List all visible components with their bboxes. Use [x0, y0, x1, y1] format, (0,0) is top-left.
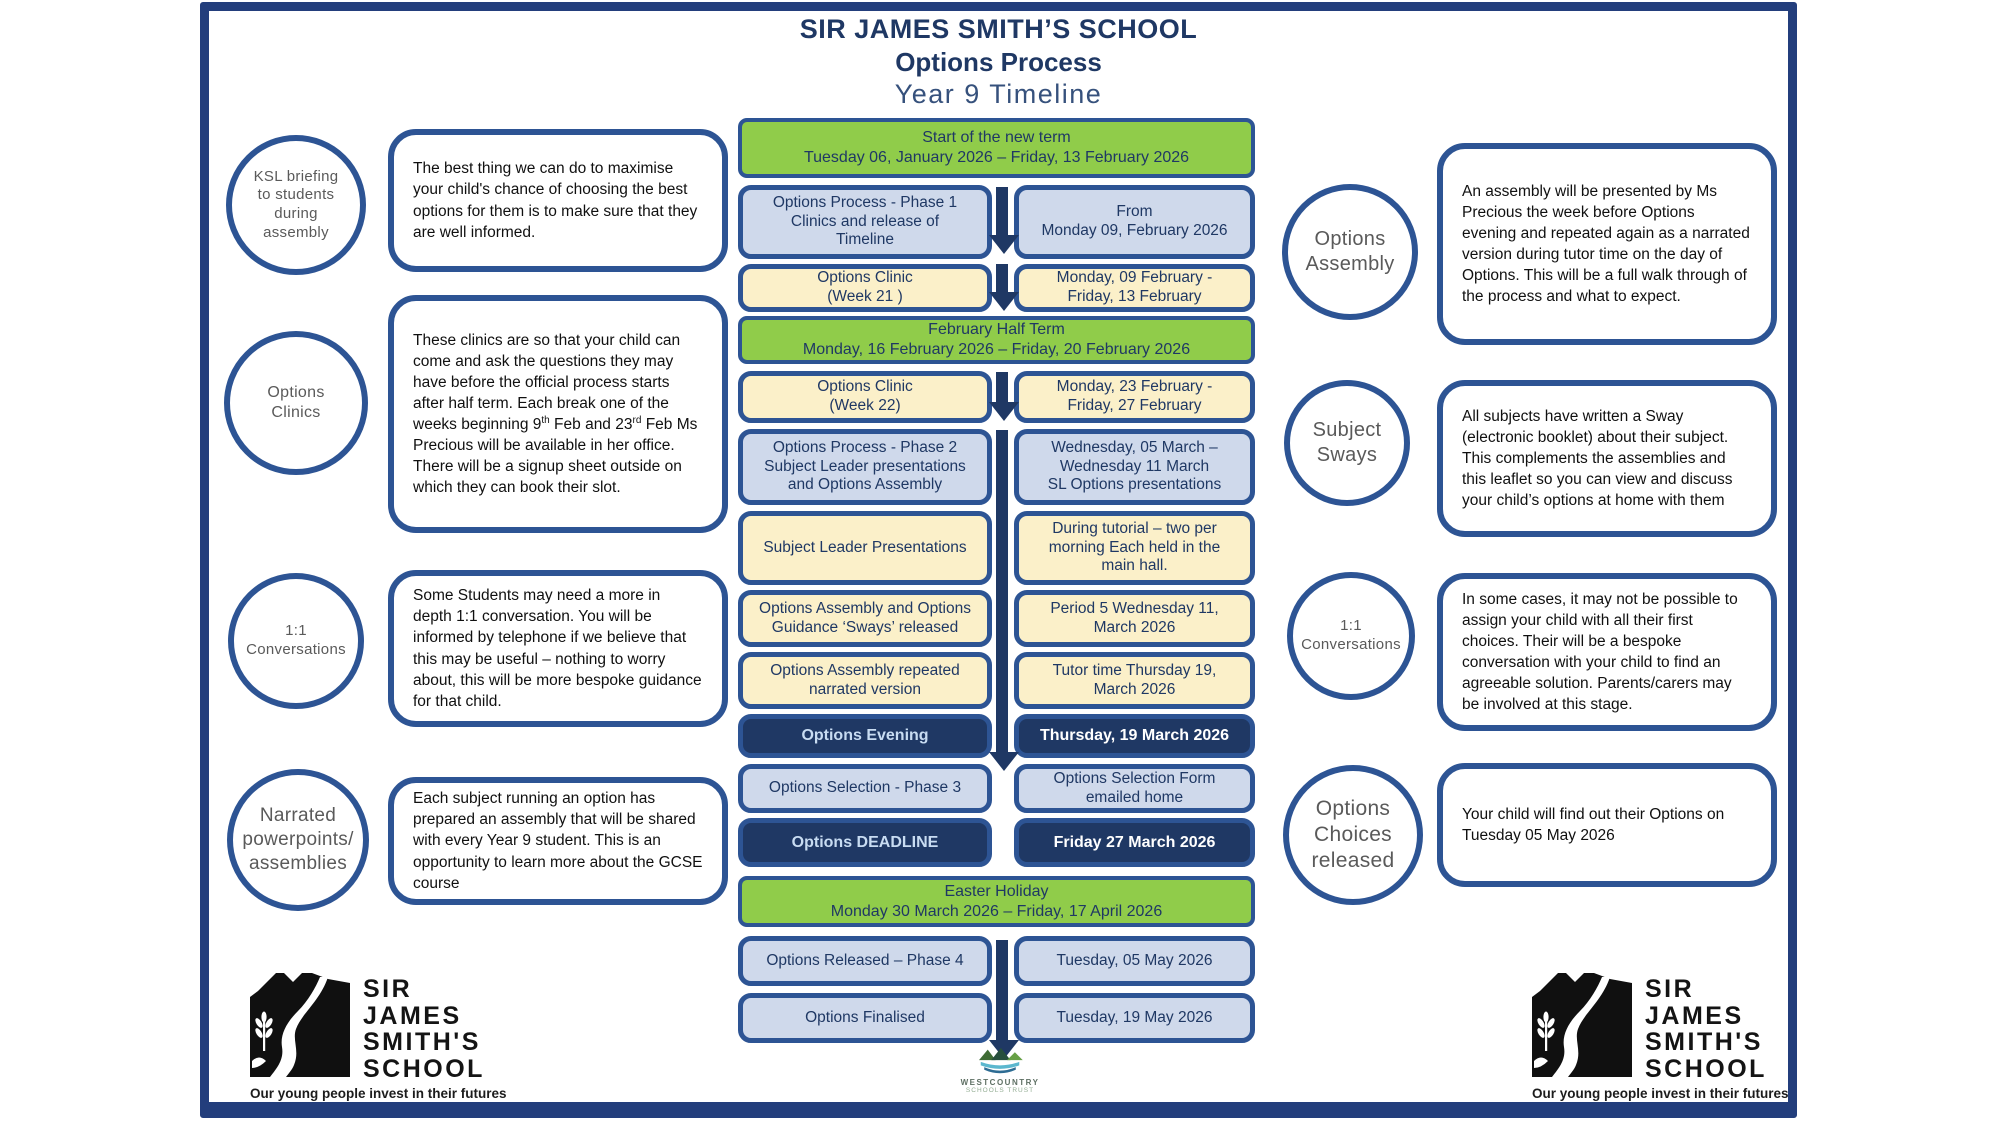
timeline-date — [1014, 652, 1255, 709]
logo-text-line: SMITH'S — [363, 1028, 481, 1056]
school-logo-wordmark — [363, 973, 485, 1082]
feature-circle-label: Narrated powerpoints/ assemblies — [242, 805, 354, 874]
subtitle-heading: Options Process — [895, 47, 1102, 77]
timeline-date — [1014, 936, 1255, 986]
down-arrow-icon — [989, 752, 1019, 771]
timeline-date-line: Monday 09, February 2026 — [1041, 222, 1228, 239]
feature-circle-label: KSL briefing to students during assembly — [253, 167, 339, 241]
timeline-event — [738, 511, 992, 585]
timeline-date-line: March 2026 — [1093, 680, 1176, 698]
timeline-event-line: narrated version — [808, 680, 921, 698]
timeline-date-line: morning Each held in the — [1048, 538, 1221, 556]
timeline-event-line: Options Evening — [801, 727, 929, 745]
feature-paragraph: An assembly will be presented by Ms Precious the week before Options evening and repeated again as a narrated version during tutor time on the day of Options. This will be a full walk through of the process and what to expect. — [1462, 182, 1750, 306]
timeline-event-line: (Week 21 ) — [827, 288, 903, 305]
timeline-band — [738, 118, 1255, 178]
school-tagline-left: Our young people invest in their futures — [250, 1086, 507, 1101]
timeline-date-line: emailed home — [1085, 788, 1184, 806]
feature-circle-label: Options Clinics — [267, 384, 325, 421]
timeline-event-line: and Options Assembly — [787, 476, 943, 494]
feature-paragraph: Your child will find out their Options on Tuesday 05 May 2026 — [1462, 805, 1725, 844]
logo-text-line: SIR — [1645, 975, 1695, 1003]
timeline-date — [1014, 429, 1255, 505]
timeline-event — [738, 185, 992, 259]
timeline-date-line: Tutor time Thursday 19, — [1052, 661, 1217, 679]
timeline-event-line: Clinics and release of — [790, 212, 940, 230]
timeline-date-line: Options Selection Form — [1053, 769, 1216, 787]
timeline-band-line: Start of the new term — [922, 129, 1071, 147]
feature-text-box — [388, 777, 728, 905]
feature-circle — [1283, 765, 1423, 905]
timeline-date — [1014, 714, 1255, 758]
down-arrow-shaft — [996, 372, 1008, 402]
feature-text-box — [388, 570, 728, 727]
timeline-date-line: During tutorial – two per — [1052, 519, 1217, 537]
timeline-heading: Year 9 Timeline — [894, 79, 1103, 109]
timeline-date-line: Tuesday, 19 May 2026 — [1056, 1008, 1213, 1026]
timeline-date-line: Friday 27 March 2026 — [1053, 833, 1216, 851]
timeline-date — [1014, 764, 1255, 813]
trust-logo-icon — [972, 1045, 1028, 1077]
timeline-date — [1014, 264, 1255, 312]
timeline-date-line: Wednesday, 05 March – — [1051, 438, 1218, 456]
feature-circle-label: Subject Sways — [1312, 419, 1382, 466]
school-logo-icon — [1532, 973, 1632, 1077]
feature-circle — [224, 331, 368, 475]
logo-text-line: SMITH'S — [1645, 1028, 1763, 1056]
school-logo-wordmark — [1645, 973, 1767, 1082]
feature-paragraph: Each subject running an option has prepared an assembly that will be shared with every Year 9 student. This is an opportunity to learn more about the GCSE course — [413, 790, 703, 892]
timeline-event — [738, 818, 992, 867]
timeline-band-line: Monday 30 March 2026 – Friday, 17 April 2026 — [830, 902, 1163, 920]
feature-circle — [1282, 184, 1418, 320]
feature-circle — [227, 769, 369, 911]
feature-circle-label: Options Choices released — [1311, 796, 1395, 873]
feature-text-box — [1437, 763, 1777, 887]
timeline-event-line: Options Process - Phase 1 — [772, 193, 958, 211]
trust-logo-name: WESTCOUNTRY — [960, 1078, 1040, 1087]
feature-paragraph: The best thing we can do to maximise your child's chance of choosing the best options for them is to make sure that they are well informed. — [413, 160, 698, 241]
timeline-event-line: Options DEADLINE — [791, 833, 939, 851]
timeline-date-line: Monday, 23 February - — [1056, 378, 1213, 396]
timeline-date-line: SL Options presentations — [1047, 476, 1222, 494]
trust-logo-subname: SCHOOLS TRUST — [965, 1087, 1035, 1094]
timeline-date-line: Thursday, 19 March 2026 — [1039, 727, 1230, 745]
timeline-date-line: Tuesday, 05 May 2026 — [1056, 951, 1213, 969]
timeline-event — [738, 371, 992, 423]
feature-circle-label: 1:1 Conversations — [1301, 617, 1401, 653]
timeline-date-line: Friday, 13 February — [1067, 288, 1202, 305]
feature-text-box — [388, 295, 728, 533]
timeline-date-line: From — [1116, 203, 1153, 221]
timeline-date-line: March 2026 — [1093, 618, 1176, 636]
timeline-event-line: Options Selection - Phase 3 — [768, 779, 962, 797]
timeline-event-line: Options Clinic — [817, 269, 913, 287]
timeline-date — [1014, 818, 1255, 867]
timeline-event-line: Timeline — [836, 231, 894, 249]
down-arrow-icon — [989, 235, 1019, 254]
timeline-date — [1014, 371, 1255, 423]
timeline-event — [738, 590, 992, 647]
trust-logo — [956, 1045, 1044, 1094]
timeline-event-line: Options Finalised — [805, 1008, 925, 1026]
school-logo-left — [250, 973, 485, 1082]
down-arrow-shaft — [996, 264, 1008, 292]
feature-paragraph: In some cases, it may not be possible to assign your child with all their first choices. Their will be a bespoke conversation with your child to find an agreeable solution. Parents/carers may be involved at this stage. — [1462, 590, 1738, 714]
down-arrow-shaft — [996, 940, 1008, 1040]
feature-circle — [226, 135, 366, 275]
logo-text-line: SCHOOL — [363, 1054, 485, 1083]
timeline-event-line: Guidance ‘Sways’ released — [771, 618, 959, 636]
timeline-event-line: Options Released – Phase 4 — [766, 951, 964, 969]
timeline-event-line: Options Assembly repeated — [770, 661, 960, 679]
timeline-event-line: Subject Leader presentations — [764, 457, 966, 475]
timeline-event — [738, 993, 992, 1043]
school-logo-icon — [250, 973, 350, 1077]
timeline-band-line: February Half Term — [928, 321, 1065, 339]
school-name-heading: SIR JAMES SMITH’S SCHOOL — [799, 14, 1198, 44]
logo-text-line: JAMES — [1645, 1001, 1744, 1030]
feature-circle-label: 1:1 Conversations — [246, 622, 346, 658]
timeline-event — [738, 936, 992, 986]
timeline-event — [738, 764, 992, 813]
timeline-event-line: Subject Leader Presentations — [763, 538, 967, 556]
logo-text-line: SCHOOL — [1645, 1054, 1767, 1083]
timeline-band-line: Monday, 16 February 2026 – Friday, 20 February 2026 — [802, 341, 1191, 358]
feature-circle — [1284, 380, 1410, 506]
feature-text-box — [1437, 573, 1777, 731]
timeline-date — [1014, 590, 1255, 647]
down-arrow-icon — [989, 292, 1019, 311]
timeline-date-line: Period 5 Wednesday 11, — [1050, 599, 1219, 617]
logo-text-line: SIR — [363, 975, 413, 1003]
timeline-date — [1014, 185, 1255, 259]
timeline-date — [1014, 511, 1255, 585]
feature-circle-label: Options Assembly — [1305, 228, 1395, 275]
timeline-band-line: Tuesday 06, January 2026 – Friday, 13 February 2026 — [803, 149, 1190, 166]
timeline-event — [738, 652, 992, 709]
timeline-date-line: Friday, 27 February — [1067, 397, 1202, 414]
feature-text-box — [388, 129, 728, 272]
school-tagline-right: Our young people invest in their futures — [1532, 1086, 1789, 1101]
timeline-event-line: Options Clinic — [817, 378, 913, 396]
timeline-band — [738, 316, 1255, 364]
timeline-event — [738, 429, 992, 505]
timeline-event — [738, 714, 992, 758]
feature-paragraph: Some Students may need a more in depth 1:1 conversation. You will be informed by telephone if we believe that this may be useful – nothing to worry about, this will be more bespoke guidance for that child. — [413, 587, 702, 710]
timeline-event-line: Options Assembly and Options — [759, 599, 971, 617]
feature-paragraph: All subjects have written a Sway (electronic booklet) about their subject. This complements the assemblies and this leaflet so you can view and discuss your child’s options at home with them — [1462, 407, 1733, 510]
timeline-date-line: Wednesday 11 March — [1059, 457, 1210, 475]
logo-text-line: JAMES — [363, 1001, 462, 1030]
timeline-event-line: Options Process - Phase 2 — [772, 438, 958, 456]
down-arrow-icon — [989, 402, 1019, 421]
timeline-event — [738, 264, 992, 312]
timeline-date-line: Monday, 09 February - — [1056, 269, 1213, 287]
school-logo-right — [1532, 973, 1767, 1082]
timeline-date — [1014, 993, 1255, 1043]
timeline-band-line: Easter Holiday — [944, 882, 1049, 900]
feature-text-box — [1437, 380, 1777, 537]
feature-circle — [1287, 572, 1415, 700]
down-arrow-shaft — [996, 430, 1008, 752]
timeline-band — [738, 876, 1255, 927]
feature-text-box — [1437, 143, 1777, 345]
feature-circle — [228, 573, 364, 709]
timeline-date-line: main hall. — [1101, 557, 1168, 575]
feature-paragraph: These clinics are so that your child can come and ask the questions they may have before the official process starts after half term. Each break one of the weeks beginning 9th Feb and 23rd Feb Ms Precious will be available in her office. There will be a signup sheet outside on which they can book their slot. — [413, 331, 698, 497]
down-arrow-shaft — [996, 187, 1008, 235]
timeline-event-line: (Week 22) — [829, 397, 901, 414]
